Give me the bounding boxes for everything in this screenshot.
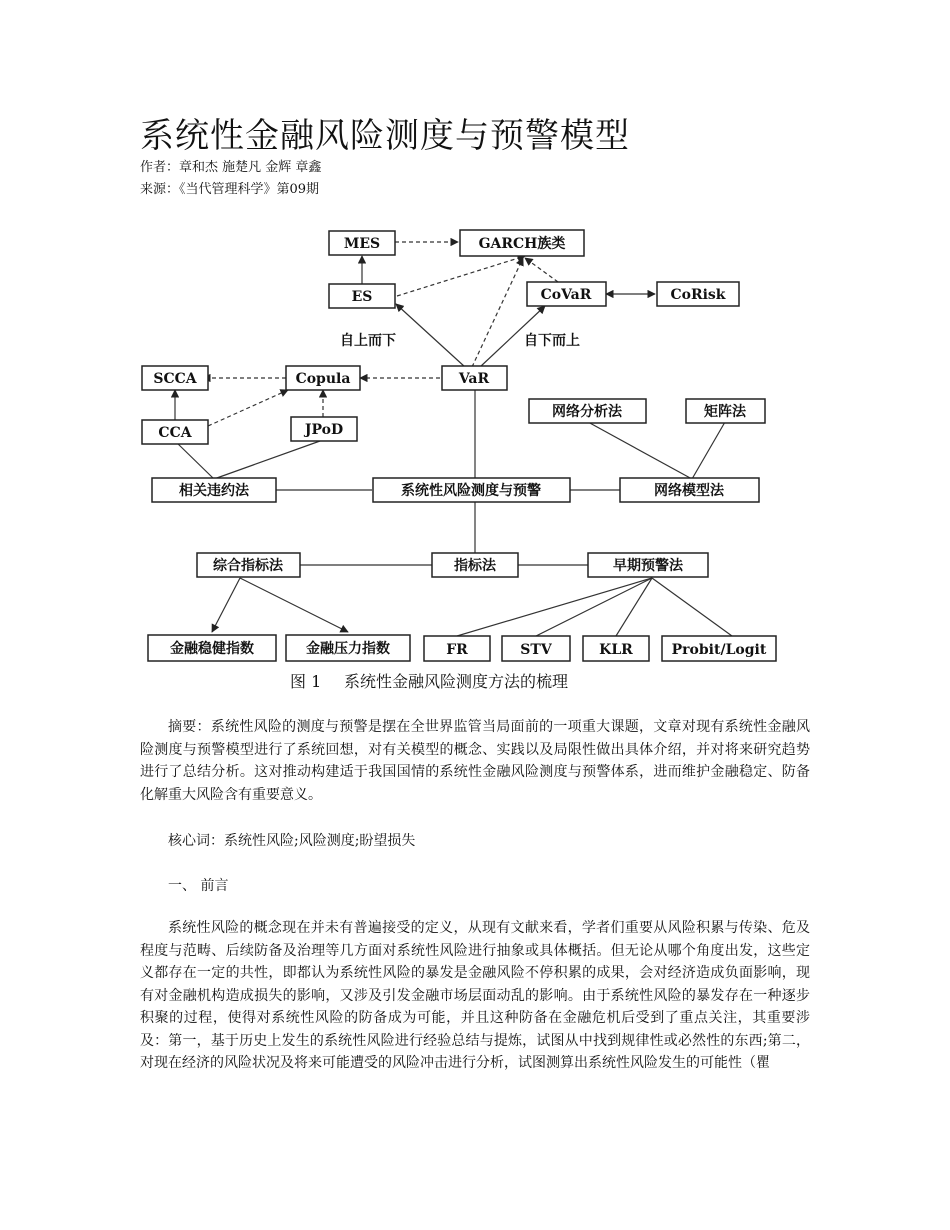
paper-title: 系统性金融风险测度与预警模型 [140,116,630,156]
edge-composite-stress [240,578,348,632]
node-copula [286,366,360,390]
node-garch [460,230,584,256]
edge-composite-stability [212,578,240,632]
node-klr-label: KLR [599,642,633,658]
node-probit [662,636,776,661]
edge-jpod-correlated [214,441,320,479]
node-correlated-default-label: 相关违约法 [179,483,249,499]
node-scca [142,366,208,390]
label-top-down: 自上而下 [340,333,396,349]
node-fsi-stability-label: 金融稳健指数 [170,641,254,657]
node-covar-label: CoVaR [540,287,592,303]
node-composite-index [197,553,300,577]
node-network-analysis [529,399,646,423]
node-network-model-label: 网络模型法 [654,483,724,499]
node-matrix [686,399,765,423]
node-network-analysis-label: 网络分析法 [552,404,622,420]
node-stv-label: STV [520,642,552,658]
node-indicator [432,553,518,577]
edge-cca-copula [208,390,288,426]
figure-caption-title: 系统性金融风险测度方法的梳理 [344,672,569,691]
node-fsi-stress-label: 金融压力指数 [306,641,390,657]
node-fsi-stability [148,635,276,661]
edge-cca-correlated [175,441,214,479]
node-network-model [620,478,759,502]
node-fr [424,636,490,661]
node-var-label: VaR [458,371,490,387]
node-corisk-label: CoRisk [670,287,726,303]
figure-1 [140,220,800,700]
node-jpod-label: JPoD [304,422,344,438]
node-cca [142,420,208,444]
node-garch-label: GARCH族类 [478,236,566,252]
node-mes-label: MES [343,236,381,252]
node-correlated-default [152,478,276,502]
node-composite-index-label: 综合指标法 [213,558,283,574]
node-cca-label: CCA [158,425,192,441]
node-var [442,366,507,390]
edge-ew-probit [652,578,732,636]
node-matrix-label: 矩阵法 [704,404,746,420]
label-bottom-up: 自下而上 [524,333,580,349]
edge-es-garch [397,256,525,296]
node-early-warning [588,553,708,577]
node-center-label: 系统性风险测度与预警 [401,483,541,499]
node-stv [502,636,570,661]
node-scca-label: SCCA [153,371,197,387]
node-covar [527,282,606,306]
node-probit-label: Probit/Logit [671,642,767,658]
node-fsi-stress [286,635,410,661]
node-indicator-label: 指标法 [454,558,496,574]
source-line: 来源：《当代管理科学》第09期 [140,182,320,197]
figure-caption-number: 图 1 [290,672,322,691]
edge-networkanalysis-networkmodel [588,422,692,479]
body-paragraph: 系统性风险的概念现在并未有普遍接受的定义，从现有文献来看，学者们重要从风险积累与传染、危及程度与范畴、后续防备及治理等几方面对系统性风险进行抽象或具体概括。但无论从哪个角度出发，这些定义都存在一定的共性，即都认为系统性风险的暴发是金融风险不停积累的成果，会对经济造成负面影响，现有对金融机构造成损失的影响，又涉及引发金融市场层面动乱的影响。由于系统性风险的暴发存在一种逐步积聚的过程，使得对系统性风险的防备成为可能，并且这种防备在金融危机后受到了重点关注，其重要涉及：第一，基于历史上发生的系统性风险进行经验总结与提炼，试图从中找到规律性或必然性的东西;第二，对现在经济的风险状况及将来可能遭受的风险冲击进行分析，试图测算出系统性风险发生的可能性（瞿 [140,920,810,1071]
edge-covar-garch [525,258,558,282]
node-corisk [657,282,739,306]
edge-matrix-networkmodel [692,422,725,479]
node-early-warning-label: 早期预警法 [613,558,683,574]
abstract: 摘要：系统性风险的测度与预警是摆在全世界监管当局面前的一项重大课题，文章对现有系统性金融风险测度与预警模型进行了系统回想，对有关模型的概念、实践以及局限性做出具体介绍，并对将来研究趋势进行了总结分析。这对推动构建适于我国国情的系统性金融风险测度与预警体系，进而维护金融稳定、防备化解重大风险含有重要意义。 [140,719,810,803]
node-copula-label: Copula [295,371,351,387]
node-mes [329,231,395,255]
node-center [373,478,570,502]
node-es-label: ES [351,289,373,305]
node-jpod [291,417,357,441]
node-klr [583,636,649,661]
author-line: 作者：章和杰 施楚凡 金辉 章鑫 [140,160,322,175]
node-fr-label: FR [446,642,468,658]
section-heading: 一、 前言 [168,878,229,894]
risk-method-diagram [140,220,800,700]
edge-var-es [396,304,465,367]
keywords: 核心词：系统性风险;风险测度;盼望损失 [168,833,416,849]
node-es [329,284,395,308]
